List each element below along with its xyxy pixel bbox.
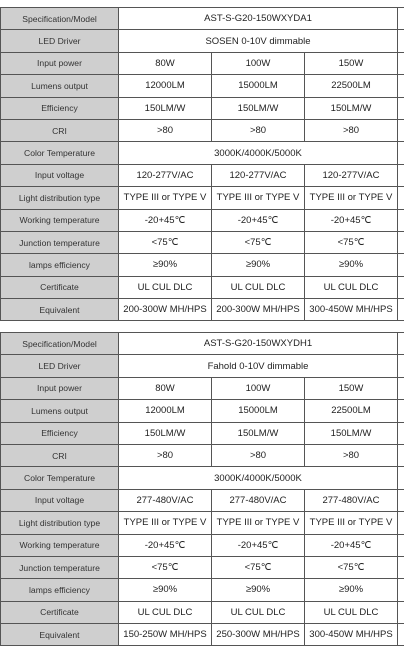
cell-value: 22500LM <box>305 75 398 97</box>
cut-cell <box>398 8 404 30</box>
row-cri <box>1 119 404 141</box>
cut-cell <box>398 377 404 399</box>
row-model <box>1 333 404 355</box>
cell-value: UL CUL DLC <box>212 601 305 623</box>
cell-value: UL CUL DLC <box>119 276 212 298</box>
row-label: Working temperature <box>1 209 119 231</box>
cell-value: >80 <box>305 444 398 466</box>
row-label: Equivalent <box>1 624 119 646</box>
cell-value: -20+45℃ <box>119 534 212 556</box>
cell-value: 200-300W MH/HPS <box>212 299 305 321</box>
cell-value: >80 <box>119 444 212 466</box>
cell-value: 150LM/W <box>305 422 398 444</box>
cell-value: 150W <box>305 377 398 399</box>
row-lumens <box>1 75 404 97</box>
cell-value: 277-480V/AC <box>119 489 212 511</box>
cell-value: -20+45℃ <box>212 209 305 231</box>
cell-value: >80 <box>212 444 305 466</box>
cell-value: 80W <box>119 377 212 399</box>
cell-value: ≥90% <box>119 254 212 276</box>
cell-value: -20+45℃ <box>119 209 212 231</box>
cut-cell <box>398 299 404 321</box>
cell-value: 15000LM <box>212 75 305 97</box>
row-color-temperature <box>1 467 404 489</box>
cut-cell <box>398 164 404 186</box>
cell-value: <75℃ <box>212 231 305 253</box>
cell-value: UL CUL DLC <box>305 601 398 623</box>
cell-value: ≥90% <box>119 579 212 601</box>
cell-value: >80 <box>212 119 305 141</box>
cell-value: 12000LM <box>119 75 212 97</box>
cell-value: 80W <box>119 52 212 74</box>
row-label: Junction temperature <box>1 231 119 253</box>
row-efficiency <box>1 422 404 444</box>
cell-value: ≥90% <box>212 254 305 276</box>
cut-cell <box>398 624 404 646</box>
row-lamps-efficiency <box>1 254 404 276</box>
cell-value: >80 <box>119 119 212 141</box>
row-color-temperature <box>1 142 404 164</box>
cell-value: <75℃ <box>119 231 212 253</box>
cell-value: 150LM/W <box>212 97 305 119</box>
row-label: LED Driver <box>1 30 119 52</box>
cell-value: 150W <box>305 52 398 74</box>
driver-value: Fahold 0-10V dimmable <box>119 355 398 377</box>
row-label: Specification/Model <box>1 333 119 355</box>
row-model <box>1 8 404 30</box>
cell-value: >80 <box>305 119 398 141</box>
cell-value: 120-277V/AC <box>119 164 212 186</box>
row-lamps-efficiency <box>1 579 404 601</box>
row-label: Efficiency <box>1 422 119 444</box>
color-temp-value: 3000K/4000K/5000K <box>119 467 398 489</box>
cut-cell <box>398 187 404 209</box>
row-cri <box>1 444 404 466</box>
row-label: Color Temperature <box>1 467 119 489</box>
model-value: AST-S-G20-150WXYDH1 <box>119 333 398 355</box>
cell-value: 150LM/W <box>212 422 305 444</box>
cut-cell <box>398 355 404 377</box>
row-label: Color Temperature <box>1 142 119 164</box>
cell-value: TYPE III or TYPE V <box>119 187 212 209</box>
cell-value: UL CUL DLC <box>305 276 398 298</box>
row-certificate <box>1 276 404 298</box>
row-label: Specification/Model <box>1 8 119 30</box>
cell-value: TYPE III or TYPE V <box>305 512 398 534</box>
row-junction-temperature <box>1 231 404 253</box>
cell-value: 22500LM <box>305 400 398 422</box>
row-label: CRI <box>1 119 119 141</box>
cell-value: 120-277V/AC <box>305 164 398 186</box>
cut-cell <box>398 556 404 578</box>
cell-value: UL CUL DLC <box>212 276 305 298</box>
row-label: Junction temperature <box>1 556 119 578</box>
cut-cell <box>398 467 404 489</box>
cell-value: 150-250W MH/HPS <box>119 624 212 646</box>
row-label: Light distribution type <box>1 512 119 534</box>
row-efficiency <box>1 97 404 119</box>
cell-value: <75℃ <box>119 556 212 578</box>
cell-value: 100W <box>212 52 305 74</box>
row-label: Efficiency <box>1 97 119 119</box>
row-distribution <box>1 187 404 209</box>
cut-cell <box>398 119 404 141</box>
cell-value: ≥90% <box>212 579 305 601</box>
row-label: Input voltage <box>1 164 119 186</box>
cell-value: TYPE III or TYPE V <box>119 512 212 534</box>
spec-table-2 <box>0 332 404 646</box>
cell-value: 300-450W MH/HPS <box>305 624 398 646</box>
cut-cell <box>398 489 404 511</box>
cell-value: <75℃ <box>305 556 398 578</box>
cut-cell <box>398 601 404 623</box>
cell-value: TYPE III or TYPE V <box>212 187 305 209</box>
row-working-temperature <box>1 534 404 556</box>
cut-cell <box>398 52 404 74</box>
cell-value: 150LM/W <box>119 97 212 119</box>
row-driver <box>1 355 404 377</box>
cell-value: -20+45℃ <box>305 209 398 231</box>
row-label: lamps efficiency <box>1 254 119 276</box>
cell-value: 150LM/W <box>119 422 212 444</box>
row-junction-temperature <box>1 556 404 578</box>
cell-value: 300-450W MH/HPS <box>305 299 398 321</box>
row-label: CRI <box>1 444 119 466</box>
cut-cell <box>398 579 404 601</box>
row-label: Lumens output <box>1 400 119 422</box>
row-label: Input voltage <box>1 489 119 511</box>
model-value: AST-S-G20-150WXYDA1 <box>119 8 398 30</box>
cell-value: 150LM/W <box>305 97 398 119</box>
row-label: Working temperature <box>1 534 119 556</box>
cell-value: 250-300W MH/HPS <box>212 624 305 646</box>
row-lumens <box>1 400 404 422</box>
row-driver <box>1 30 404 52</box>
row-label: Certificate <box>1 601 119 623</box>
row-label: Light distribution type <box>1 187 119 209</box>
row-label: Input power <box>1 52 119 74</box>
row-label: Lumens output <box>1 75 119 97</box>
cut-cell <box>398 209 404 231</box>
cell-value: 15000LM <box>212 400 305 422</box>
row-label: Certificate <box>1 276 119 298</box>
row-working-temperature <box>1 209 404 231</box>
row-certificate <box>1 601 404 623</box>
spec-table-1 <box>0 7 404 321</box>
cut-cell <box>398 75 404 97</box>
cell-value: <75℃ <box>305 231 398 253</box>
cell-value: 100W <box>212 377 305 399</box>
cell-value: -20+45℃ <box>305 534 398 556</box>
cut-cell <box>398 512 404 534</box>
cut-cell <box>398 276 404 298</box>
cell-value: ≥90% <box>305 254 398 276</box>
row-label: lamps efficiency <box>1 579 119 601</box>
cell-value: 12000LM <box>119 400 212 422</box>
cell-value: UL CUL DLC <box>119 601 212 623</box>
row-distribution <box>1 512 404 534</box>
cut-cell <box>398 534 404 556</box>
cut-cell <box>398 444 404 466</box>
row-equivalent <box>1 299 404 321</box>
cut-cell <box>398 333 404 355</box>
cut-cell <box>398 231 404 253</box>
cell-value: -20+45℃ <box>212 534 305 556</box>
cell-value: 200-300W MH/HPS <box>119 299 212 321</box>
cut-cell <box>398 142 404 164</box>
cell-value: <75℃ <box>212 556 305 578</box>
cell-value: ≥90% <box>305 579 398 601</box>
row-input-power <box>1 377 404 399</box>
row-input-voltage <box>1 164 404 186</box>
cut-cell <box>398 30 404 52</box>
cut-cell <box>398 254 404 276</box>
cut-cell <box>398 400 404 422</box>
row-equivalent <box>1 624 404 646</box>
color-temp-value: 3000K/4000K/5000K <box>119 142 398 164</box>
row-label: Equivalent <box>1 299 119 321</box>
cell-value: 277-480V/AC <box>212 489 305 511</box>
row-input-power <box>1 52 404 74</box>
cut-cell <box>398 422 404 444</box>
row-input-voltage <box>1 489 404 511</box>
row-label: LED Driver <box>1 355 119 377</box>
cut-cell <box>398 97 404 119</box>
cell-value: 277-480V/AC <box>305 489 398 511</box>
cell-value: TYPE III or TYPE V <box>305 187 398 209</box>
cell-value: 120-277V/AC <box>212 164 305 186</box>
row-label: Input power <box>1 377 119 399</box>
cell-value: TYPE III or TYPE V <box>212 512 305 534</box>
driver-value: SOSEN 0-10V dimmable <box>119 30 398 52</box>
